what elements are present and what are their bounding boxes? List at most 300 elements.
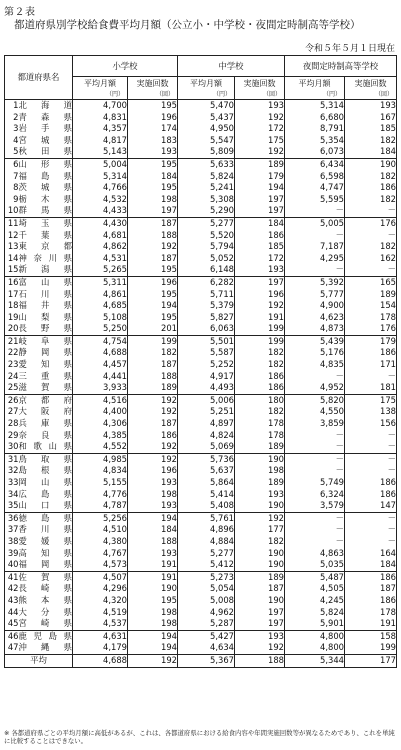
elem-times: 197: [128, 205, 178, 217]
elem-monthly: 4,516: [73, 394, 128, 406]
table-row: [5, 418, 397, 430]
table-row: [5, 382, 397, 394]
elem-monthly: 4,767: [73, 548, 128, 560]
row-number: 24: [5, 371, 19, 383]
elem-times: 198: [128, 489, 178, 501]
row-number: 29: [5, 430, 19, 442]
header-avg-monthly: 平均月額: [285, 77, 345, 91]
prefecture-name: 栃木県: [18, 193, 72, 204]
prefecture-name: 千葉県: [18, 229, 72, 240]
prefecture-name: 熊本県: [18, 594, 72, 605]
night-times: －: [345, 264, 397, 276]
row-number: 2: [5, 112, 19, 124]
avg-night-monthly: 5,344: [285, 654, 345, 667]
junior-monthly: 5,437: [178, 112, 235, 124]
elem-times: 196: [128, 465, 178, 477]
night-monthly: －: [285, 465, 345, 477]
elem-times: 191: [128, 559, 178, 571]
row-number: 17: [5, 289, 19, 301]
elem-monthly: 4,766: [73, 182, 128, 194]
elem-times: 188: [128, 230, 178, 242]
table-row: [5, 194, 397, 206]
junior-monthly: 5,587: [178, 347, 235, 359]
row-number: 36: [5, 512, 19, 524]
row-number: 19: [5, 312, 19, 324]
junior-monthly: 4,493: [178, 382, 235, 394]
junior-times: 199: [235, 323, 285, 335]
junior-times: 197: [235, 276, 285, 288]
row-number: 37: [5, 524, 19, 536]
elem-monthly: 4,834: [73, 465, 128, 477]
junior-times: 180: [235, 394, 285, 406]
row-number: 13: [5, 241, 19, 253]
row-number: 31: [5, 453, 19, 465]
row-number: 1: [5, 100, 19, 112]
junior-times: 182: [235, 536, 285, 548]
junior-monthly: 4,917: [178, 371, 235, 383]
night-monthly: 5,354: [285, 135, 345, 147]
row-number: 41: [5, 571, 19, 583]
night-times: 162: [345, 253, 397, 265]
junior-monthly: 5,794: [178, 241, 235, 253]
row-number: 42: [5, 583, 19, 595]
junior-monthly: 5,006: [178, 394, 235, 406]
avg-junior-monthly: 5,367: [178, 654, 235, 667]
junior-times: 182: [235, 359, 285, 371]
prefecture-name: 島根県: [18, 465, 72, 476]
prefecture-name: 徳島県: [18, 512, 72, 523]
row-number: 21: [5, 335, 19, 347]
junior-monthly: 4,824: [178, 430, 235, 442]
prefecture-name: 群馬県: [19, 205, 73, 217]
header-junior-high: 中学校: [178, 56, 285, 77]
prefecture-name: 埼玉県: [18, 217, 72, 228]
row-number: 40: [5, 559, 19, 571]
elem-times: 193: [128, 548, 178, 560]
night-times: 165: [345, 276, 397, 288]
table-row: [5, 477, 397, 489]
prefecture-name: 香川県: [18, 524, 72, 535]
elem-times: 195: [128, 595, 178, 607]
table-row: [5, 394, 397, 406]
prefecture-name: 沖縄県: [19, 642, 73, 654]
table-row: [5, 323, 397, 335]
prefecture-name: 愛知県: [18, 359, 72, 370]
elem-monthly: 4,573: [73, 559, 128, 571]
junior-times: 194: [235, 182, 285, 194]
row-number: 25: [5, 382, 19, 394]
elem-monthly: 4,507: [73, 571, 128, 583]
night-times: 178: [345, 312, 397, 324]
row-number: 28: [5, 418, 19, 430]
junior-times: 172: [235, 253, 285, 265]
elem-times: 192: [128, 453, 178, 465]
night-times: －: [345, 512, 397, 524]
elem-times: 193: [128, 477, 178, 489]
night-monthly: －: [285, 230, 345, 242]
elem-monthly: 4,831: [73, 112, 128, 124]
unit-times: （回）: [235, 90, 285, 100]
junior-monthly: 4,896: [178, 524, 235, 536]
night-times: －: [345, 453, 397, 465]
table-row: [5, 595, 397, 607]
row-number: 45: [5, 618, 19, 630]
elem-times: 192: [128, 441, 178, 453]
junior-times: 189: [235, 571, 285, 583]
table-row: [5, 571, 397, 583]
table-row: [5, 453, 397, 465]
elem-times: 188: [128, 371, 178, 383]
junior-monthly: 6,148: [178, 264, 235, 276]
junior-monthly: 4,962: [178, 607, 235, 619]
junior-monthly: 5,408: [178, 500, 235, 512]
junior-monthly: 5,273: [178, 571, 235, 583]
junior-monthly: 5,054: [178, 583, 235, 595]
elem-times: 195: [128, 158, 178, 170]
prefecture-name: 大阪府: [18, 406, 72, 417]
elem-times: 186: [128, 430, 178, 442]
junior-monthly: 5,008: [178, 595, 235, 607]
junior-monthly: 5,241: [178, 182, 235, 194]
table-row: [5, 276, 397, 288]
elem-monthly: 4,430: [73, 217, 128, 229]
elem-monthly: 5,108: [73, 312, 128, 324]
night-times: 158: [345, 630, 397, 642]
junior-times: 197: [235, 618, 285, 630]
table-row: [5, 583, 397, 595]
table-row: [5, 618, 397, 630]
night-times: 176: [345, 323, 397, 335]
junior-monthly: 5,809: [178, 146, 235, 158]
table-row: [5, 241, 397, 253]
junior-times: 192: [235, 146, 285, 158]
night-monthly: 4,900: [285, 300, 345, 312]
night-times: －: [345, 524, 397, 536]
night-times: －: [345, 441, 397, 453]
table-row: [5, 158, 397, 170]
night-monthly: 4,623: [285, 312, 345, 324]
elem-times: 195: [128, 312, 178, 324]
junior-times: 193: [235, 100, 285, 112]
night-monthly: －: [285, 441, 345, 453]
elem-times: 187: [128, 418, 178, 430]
prefecture-name: 京都府: [18, 394, 72, 405]
prefecture-name: 福井県: [18, 300, 72, 311]
prefecture-name: 奈良県: [18, 429, 72, 440]
elem-times: 201: [128, 323, 178, 335]
header-night-high: 夜間定時制高等学校: [285, 56, 397, 77]
prefecture-name: 秋田県: [19, 146, 73, 158]
night-monthly: 3,579: [285, 500, 345, 512]
night-times: 186: [345, 571, 397, 583]
prefecture-name: 長野県: [19, 323, 73, 335]
night-monthly: 5,314: [285, 100, 345, 112]
elem-monthly: 4,700: [73, 100, 128, 112]
elem-times: 183: [128, 135, 178, 147]
prefecture-name: 三重県: [18, 370, 72, 381]
night-monthly: 5,749: [285, 477, 345, 489]
header-prefecture: 都道府県名: [5, 56, 73, 100]
night-times: 182: [345, 171, 397, 183]
row-number: 11: [5, 217, 19, 229]
junior-monthly: 4,634: [178, 642, 235, 654]
prefecture-name: 大分県: [18, 606, 72, 617]
elem-monthly: 4,179: [73, 642, 128, 654]
table-row: [5, 642, 397, 654]
night-times: 167: [345, 112, 397, 124]
prefecture-name: 青森県: [18, 111, 72, 122]
prefecture-name: 山口県: [19, 500, 73, 512]
junior-monthly: 5,520: [178, 230, 235, 242]
row-number: 3: [5, 123, 19, 135]
junior-monthly: 6,282: [178, 276, 235, 288]
junior-times: 192: [235, 512, 285, 524]
elem-monthly: 4,380: [73, 536, 128, 548]
table-row: [5, 406, 397, 418]
table-row: [5, 524, 397, 536]
night-times: －: [345, 205, 397, 217]
junior-times: 186: [235, 371, 285, 383]
table-row: [5, 135, 397, 147]
unit-times: （回）: [128, 90, 178, 100]
junior-monthly: 4,950: [178, 123, 235, 135]
row-number: 47: [5, 642, 19, 654]
row-number: 30: [5, 441, 19, 453]
elem-monthly: 3,933: [73, 382, 128, 394]
elem-times: 190: [128, 583, 178, 595]
elem-times: 195: [128, 289, 178, 301]
junior-monthly: 5,637: [178, 465, 235, 477]
night-times: 179: [345, 335, 397, 347]
junior-times: 182: [235, 406, 285, 418]
junior-times: 179: [235, 171, 285, 183]
row-number: 27: [5, 406, 19, 418]
unit-yen: （円）: [285, 90, 345, 100]
elem-times: 194: [128, 300, 178, 312]
table-row: [5, 171, 397, 183]
table-row: [5, 300, 397, 312]
night-monthly: 5,176: [285, 347, 345, 359]
night-monthly: 5,901: [285, 618, 345, 630]
elem-times: 195: [128, 264, 178, 276]
row-number: 20: [5, 323, 19, 335]
night-times: 186: [345, 182, 397, 194]
night-times: 164: [345, 548, 397, 560]
night-monthly: －: [285, 453, 345, 465]
night-monthly: 7,187: [285, 241, 345, 253]
table-row: [5, 112, 397, 124]
junior-times: 190: [235, 548, 285, 560]
junior-times: 189: [235, 441, 285, 453]
night-monthly: 5,487: [285, 571, 345, 583]
night-times: 185: [345, 123, 397, 135]
elem-times: 194: [128, 512, 178, 524]
night-times: 193: [345, 100, 397, 112]
table-row: [5, 253, 397, 265]
row-number: 46: [5, 630, 19, 642]
elem-monthly: 4,754: [73, 335, 128, 347]
night-times: 156: [345, 418, 397, 430]
night-monthly: 4,952: [285, 382, 345, 394]
junior-times: 191: [235, 312, 285, 324]
elem-monthly: 4,385: [73, 430, 128, 442]
elem-monthly: 5,311: [73, 276, 128, 288]
night-times: －: [345, 230, 397, 242]
elem-monthly: 4,519: [73, 607, 128, 619]
elem-times: 193: [128, 500, 178, 512]
junior-times: 190: [235, 595, 285, 607]
junior-monthly: 4,897: [178, 418, 235, 430]
night-monthly: 3,859: [285, 418, 345, 430]
elem-monthly: 4,357: [73, 123, 128, 135]
night-monthly: 5,439: [285, 335, 345, 347]
night-times: 184: [345, 146, 397, 158]
prefecture-name: 岡山県: [18, 477, 72, 487]
night-monthly: 4,800: [285, 642, 345, 654]
night-monthly: 8,791: [285, 123, 345, 135]
row-number: 44: [5, 607, 19, 619]
junior-monthly: 5,277: [178, 217, 235, 229]
table-row: [5, 205, 397, 217]
lunch-fee-table: [4, 55, 397, 668]
elem-monthly: 4,685: [73, 300, 128, 312]
prefecture-name: 岩手県: [18, 123, 72, 134]
junior-times: 190: [235, 500, 285, 512]
elem-monthly: 4,296: [73, 583, 128, 595]
night-times: 186: [345, 477, 397, 489]
night-monthly: －: [285, 536, 345, 548]
elem-times: 196: [128, 112, 178, 124]
elem-times: 194: [128, 630, 178, 642]
row-number: 33: [5, 477, 19, 489]
table-row: [5, 289, 397, 301]
junior-times: 192: [235, 300, 285, 312]
night-times: 186: [345, 595, 397, 607]
elem-times: 192: [128, 241, 178, 253]
night-times: 147: [345, 500, 397, 512]
night-monthly: 5,777: [285, 289, 345, 301]
header-avg-monthly: 平均月額: [178, 77, 235, 91]
row-number: 22: [5, 347, 19, 359]
elem-times: 187: [128, 359, 178, 371]
junior-monthly: 5,864: [178, 477, 235, 489]
as-of-date: 令和５年５月１日現在: [304, 44, 395, 54]
junior-times: 197: [235, 607, 285, 619]
night-monthly: 4,863: [285, 548, 345, 560]
junior-times: 187: [235, 583, 285, 595]
elem-times: 184: [128, 171, 178, 183]
table-number: 第２表: [4, 7, 36, 18]
row-number: 43: [5, 595, 19, 607]
night-times: 187: [345, 583, 397, 595]
junior-times: 196: [235, 289, 285, 301]
junior-monthly: 5,711: [178, 289, 235, 301]
junior-times: 190: [235, 559, 285, 571]
elem-monthly: 4,787: [73, 500, 128, 512]
table-row: [5, 489, 397, 501]
junior-monthly: 5,290: [178, 205, 235, 217]
junior-monthly: 5,414: [178, 489, 235, 501]
row-number: 4: [5, 135, 19, 147]
row-number: 7: [5, 171, 19, 183]
prefecture-name: 北海道: [18, 100, 72, 110]
junior-times: 186: [235, 230, 285, 242]
night-times: 190: [345, 158, 397, 170]
elem-monthly: 4,681: [73, 230, 128, 242]
prefecture-name: 長崎県: [18, 583, 72, 594]
junior-monthly: 5,052: [178, 253, 235, 265]
night-monthly: 5,005: [285, 217, 345, 229]
elem-monthly: 4,817: [73, 135, 128, 147]
junior-monthly: 5,251: [178, 406, 235, 418]
prefecture-name: 兵庫県: [18, 418, 72, 429]
row-number: 5: [5, 146, 19, 158]
table-row: [5, 264, 397, 276]
junior-times: 189: [235, 477, 285, 489]
row-number: 34: [5, 489, 19, 501]
junior-times: 172: [235, 123, 285, 135]
row-number: 16: [5, 276, 19, 288]
junior-times: 193: [235, 630, 285, 642]
junior-monthly: 5,379: [178, 300, 235, 312]
table-row: [5, 217, 397, 229]
elem-monthly: 4,631: [73, 630, 128, 642]
night-monthly: 4,295: [285, 253, 345, 265]
row-number: 35: [5, 500, 19, 512]
night-monthly: 5,392: [285, 276, 345, 288]
night-times: 186: [345, 489, 397, 501]
junior-times: 189: [235, 158, 285, 170]
elem-monthly: 4,861: [73, 289, 128, 301]
junior-times: 193: [235, 264, 285, 276]
junior-times: 178: [235, 430, 285, 442]
prefecture-name: 山形県: [18, 158, 72, 169]
night-times: －: [345, 536, 397, 548]
average-row: [5, 654, 397, 667]
table-row: [5, 335, 397, 347]
junior-times: 186: [235, 382, 285, 394]
row-number: 12: [5, 230, 19, 242]
night-times: 189: [345, 289, 397, 301]
night-monthly: 6,598: [285, 171, 345, 183]
row-number: 39: [5, 548, 19, 560]
table-row: [5, 100, 397, 112]
table-row: [5, 441, 397, 453]
prefecture-name: 東京都: [18, 241, 72, 252]
elem-times: 191: [128, 571, 178, 583]
elem-times: 192: [128, 406, 178, 418]
junior-times: 184: [235, 217, 285, 229]
row-number: 10: [5, 205, 19, 217]
night-monthly: －: [285, 512, 345, 524]
prefecture-name: 静岡県: [18, 347, 72, 358]
night-monthly: 5,035: [285, 559, 345, 571]
page-title: 都道府県別学校給食費平均月額（公立小・中学校・夜間定時制高等学校）: [14, 19, 361, 31]
table-row: [5, 371, 397, 383]
night-times: 176: [345, 217, 397, 229]
header-times: 実施回数: [128, 77, 178, 91]
table-row: [5, 630, 397, 642]
table-row: [5, 607, 397, 619]
unit-times: （回）: [345, 90, 397, 100]
row-number: 32: [5, 465, 19, 477]
prefecture-name: 新潟県: [19, 264, 73, 276]
prefecture-name: 福島県: [18, 170, 72, 181]
prefecture-name: 宮崎県: [19, 618, 73, 630]
elem-monthly: 4,320: [73, 595, 128, 607]
table-row: [5, 359, 397, 371]
night-monthly: 6,073: [285, 146, 345, 158]
